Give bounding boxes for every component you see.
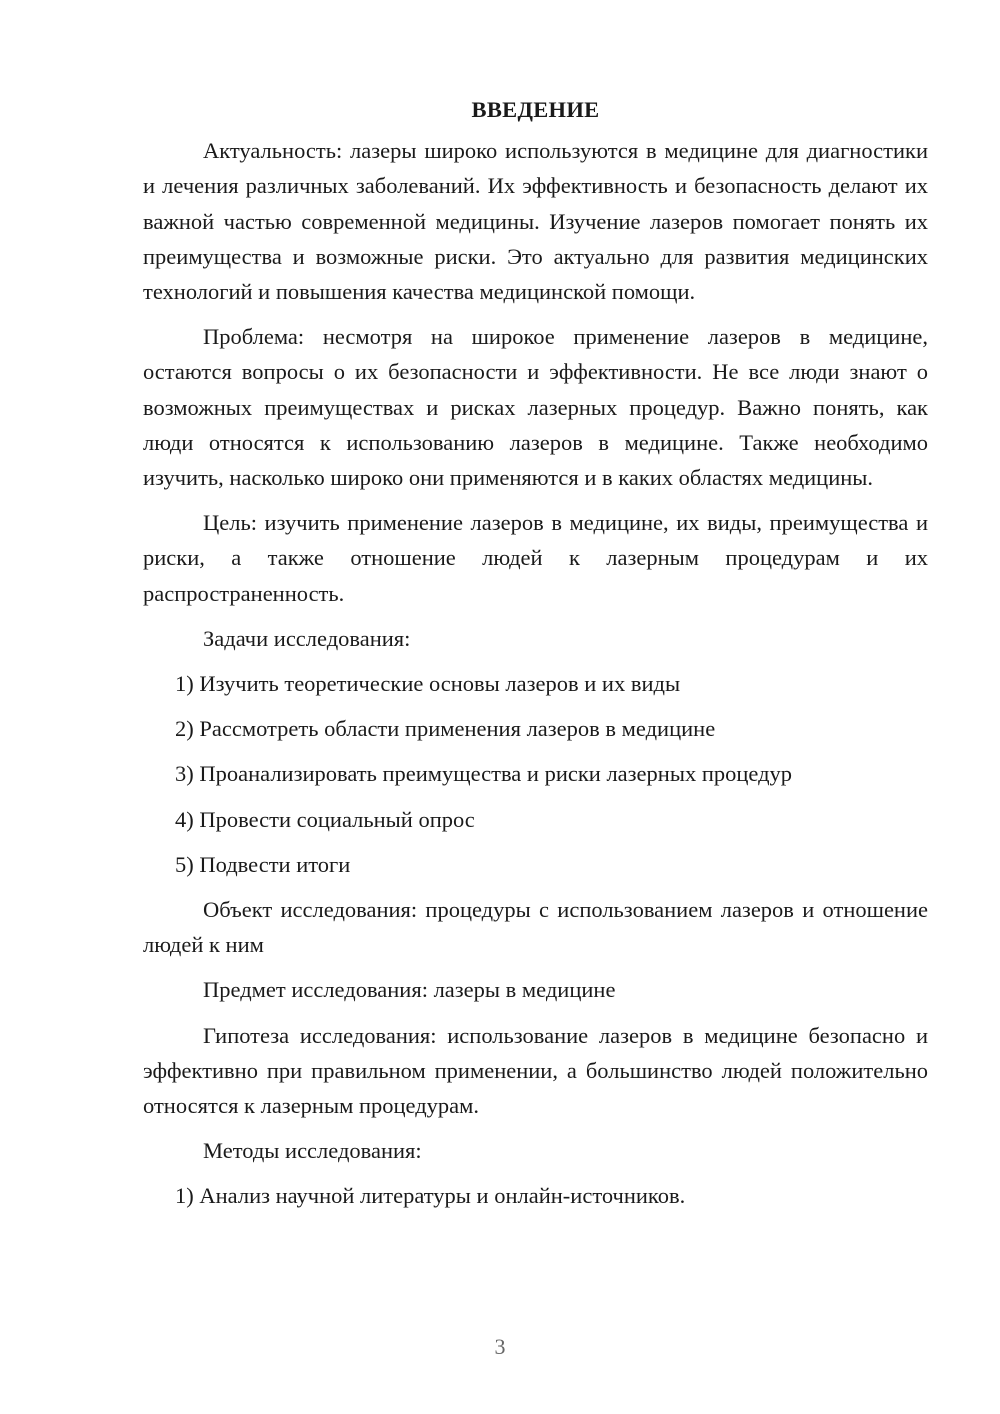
subject-paragraph: Предмет исследования: лазеры в медицине <box>203 977 616 1003</box>
object-paragraph: Объект исследования: процедуры с использованием лазеров и отношение людей к ним <box>143 897 928 958</box>
task-item: 1) Изучить теоретические основы лазеров и их виды <box>175 671 681 697</box>
problem-paragraph: Проблема: несмотря на широкое применение лазеров в медицине, остаются вопросы о их безопасности и эффективности. Не все люди знают о возможных преимуществах и рисках лазерных процедур. Важно понять, как люди относятся к использованию лазеров в медицине. Также необходимо изучить, насколько широко они применяются и в каких областях медицины. <box>143 324 928 491</box>
page-number: 3 <box>494 1334 506 1359</box>
document-page <box>143 92 928 1224</box>
task-item: 5) Подвести итоги <box>175 851 351 877</box>
hypothesis-paragraph: Гипотеза исследования: использование лазеров в медицине безопасно и эффективно при правильном применении, а большинство людей положительно относятся к лазерным процедурам. <box>143 1022 928 1119</box>
task-item: 4) Провести социальный опрос <box>175 806 475 832</box>
goal-paragraph: Цель: изучить применение лазеров в медицине, их виды, преимущества и риски, а также отношение людей к лазерным процедурам и их распространенность. <box>143 510 928 606</box>
method-item: 1) Анализ научной литературы и онлайн-источников. <box>175 1183 686 1209</box>
task-item: 2) Рассмотреть области применения лазеров в медицине <box>175 716 716 742</box>
task-item: 3) Проанализировать преимущества и риски лазерных процедур <box>175 761 793 787</box>
relevance-paragraph: Актуальность: лазеры широко используются в медицине для диагностики и лечения различных заболеваний. Их эффективность и безопасность делают их важной частью современной медицины. Изучение лазеров помогает понять их преимущества и возможные риски. Это актуально для развития медицинских технологий и повышения качества медицинской помощи. <box>143 138 928 305</box>
tasks-heading: Задачи исследования: <box>203 625 411 651</box>
section-title: ВВЕДЕНИЕ <box>471 97 600 122</box>
methods-heading: Методы исследования: <box>203 1138 422 1164</box>
